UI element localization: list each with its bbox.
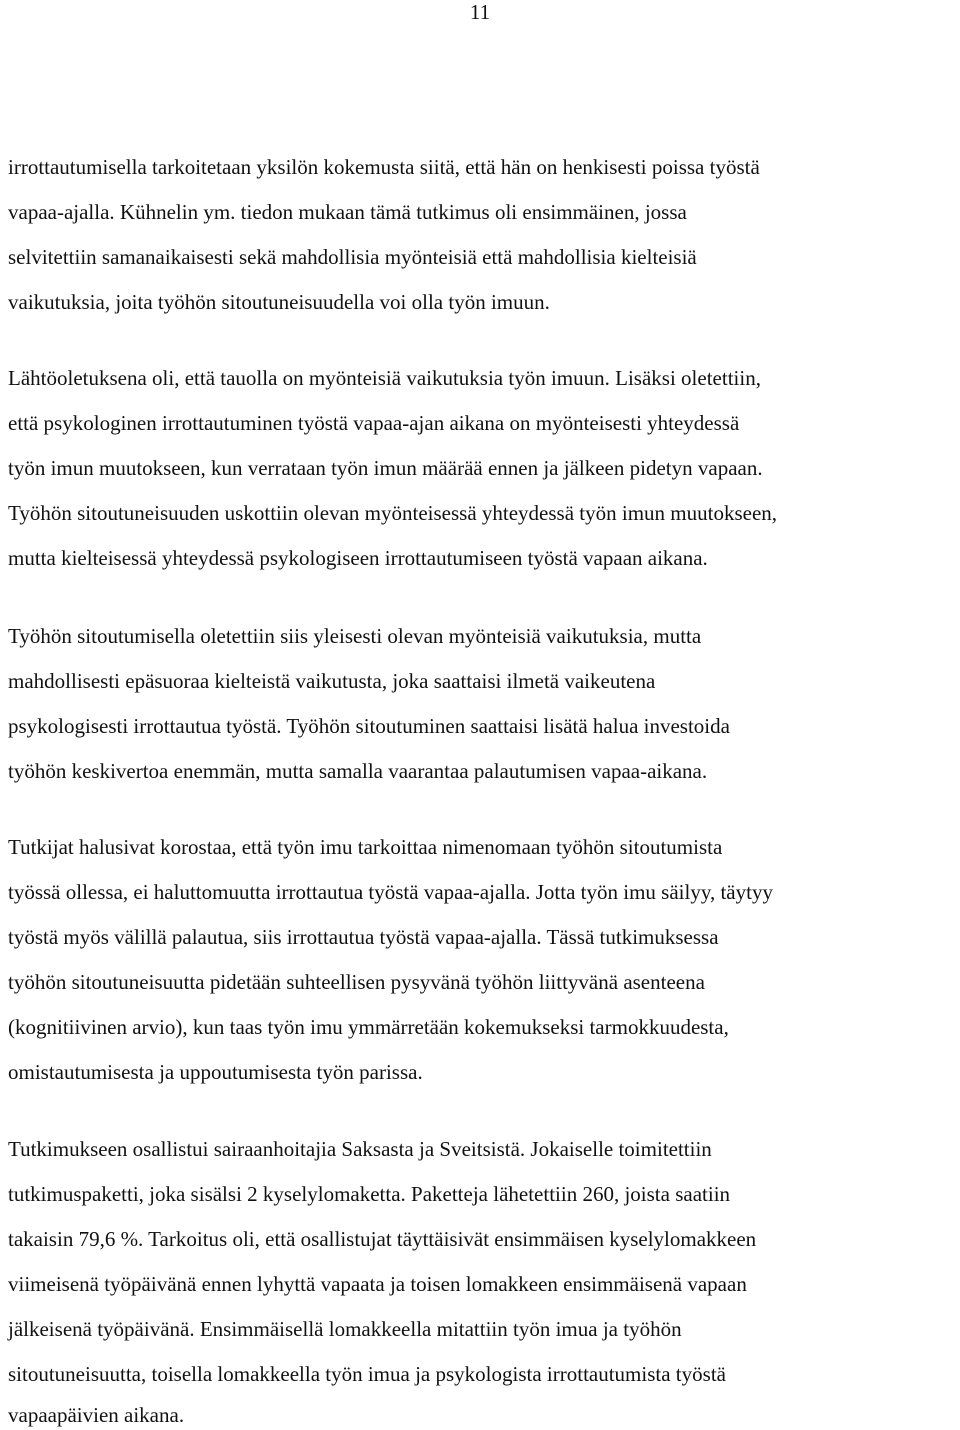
text-line: Työhön sitoutuneisuuden uskottiin olevan myönteisessä yhteydessä työn imun muutokseen, <box>8 501 778 525</box>
text-line: psykologisesti irrottautua työstä. Työhön sitoutuminen saattaisi lisätä halua investoida <box>8 714 730 738</box>
text-line: vapaapäivien aikana. <box>8 1403 185 1427</box>
text-line: viimeisenä työpäivänä ennen lyhyttä vapaata ja toisen lomakkeen ensimmäisenä vapaan <box>8 1272 747 1296</box>
text-line: työstä myös välillä palautua, siis irrottautua työstä vapaa-ajalla. Tässä tutkimuksessa <box>8 925 719 949</box>
text-line: omistautumisesta ja uppoutumisesta työn parissa. <box>8 1060 423 1084</box>
text-line: mahdollisesti epäsuoraa kielteistä vaikutusta, joka saattaisi ilmetä vaikeutena <box>8 669 656 693</box>
text-line: tutkimuspaketti, joka sisälsi 2 kyselylomaketta. Paketteja lähetettiin 260, joista saatiin <box>8 1182 731 1206</box>
text-line: Lähtöoletuksena oli, että tauolla on myönteisiä vaikutuksia työn imuun. Lisäksi oletettiin, <box>8 366 761 390</box>
text-line: työn imun muutokseen, kun verrataan työn imun määrää ennen ja jälkeen pidetyn vapaan. <box>8 456 763 480</box>
text-line: että psykologinen irrottautuminen työstä vapaa-ajan aikana on myönteisesti yhteydessä <box>8 411 740 435</box>
page-number: 11 <box>469 0 491 24</box>
text-line: Työhön sitoutumisella oletettiin siis yleisesti olevan myönteisiä vaikutuksia, mutta <box>8 624 702 648</box>
text-line: Tutkimukseen osallistui sairaanhoitajia Saksasta ja Sveitsistä. Jokaiselle toimitettiin <box>8 1137 712 1161</box>
text-line: selvitettiin samanaikaisesti sekä mahdollisia myönteisiä että mahdollisia kielteisiä <box>8 245 697 269</box>
text-line: irrottautumisella tarkoitetaan yksilön kokemusta siitä, että hän on henkisesti poissa työstä <box>8 155 760 179</box>
text-line: sitoutuneisuutta, toisella lomakkeella työn imua ja psykologista irrottautumista työstä <box>8 1362 726 1386</box>
text-line: vaikutuksia, joita työhön sitoutuneisuudella voi olla työn imuun. <box>8 290 550 314</box>
text-line: työhön keskivertoa enemmän, mutta samalla vaarantaa palautumisen vapaa-aikana. <box>8 759 708 783</box>
text-line: takaisin 79,6 %. Tarkoitus oli, että osallistujat täyttäisivät ensimmäisen kyselylomakkeen <box>8 1227 757 1251</box>
text-line: (kognitiivinen arvio), kun taas työn imu ymmärretään kokemukseksi tarmokkuudesta, <box>8 1015 729 1039</box>
text-line: jälkeisenä työpäivänä. Ensimmäisellä lomakkeella mitattiin työn imua ja työhön <box>8 1317 682 1341</box>
text-line: työhön sitoutuneisuutta pidetään suhteellisen pysyvänä työhön liittyvänä asenteena <box>8 970 705 994</box>
text-line: työssä ollessa, ei haluttomuutta irrottautua työstä vapaa-ajalla. Jotta työn imu säilyy, täytyy <box>8 880 773 904</box>
text-line: vapaa-ajalla. Kühnelin ym. tiedon mukaan tämä tutkimus oli ensimmäinen, jossa <box>8 200 687 224</box>
text-line: Tutkijat halusivat korostaa, että työn imu tarkoittaa nimenomaan työhön sitoutumista <box>8 835 723 859</box>
text-line: mutta kielteisessä yhteydessä psykologiseen irrottautumiseen työstä vapaan aikana. <box>8 546 708 570</box>
